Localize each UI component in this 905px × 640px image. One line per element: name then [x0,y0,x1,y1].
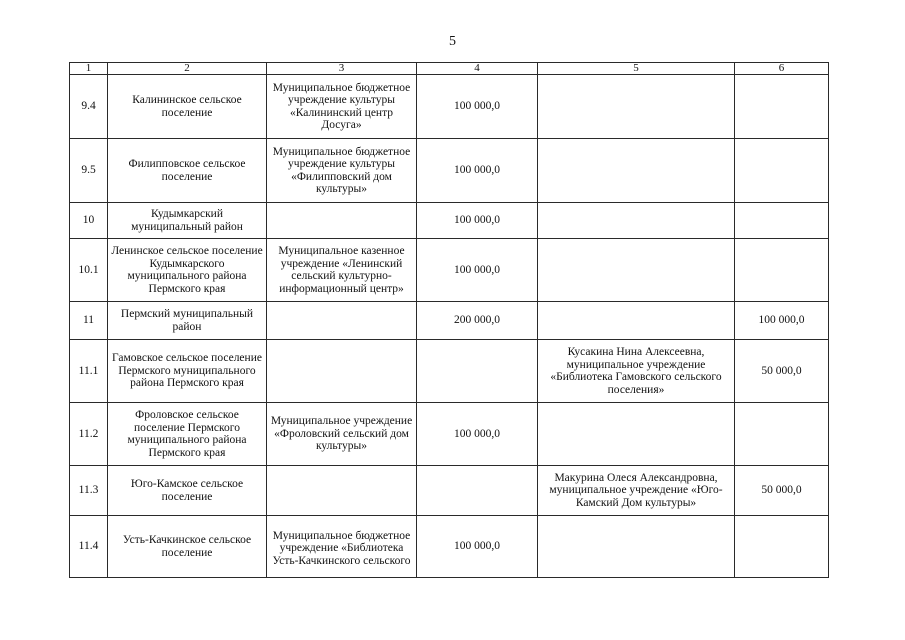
recipient-cell [538,302,735,340]
table-row [70,203,829,239]
row-number: 10.1 [70,239,108,302]
settlement-cell: Калининское сельское поселение [108,75,267,139]
row-number: 11.3 [70,466,108,516]
column-header: 1 [70,63,108,75]
recipient-cell [538,516,735,578]
amount2-cell [735,75,829,139]
institution-cell: Муниципальное бюджетное учреждение культуры «Калининский центр Досуга» [267,75,417,139]
column-header: 5 [538,63,735,75]
amount-cell: 200 000,0 [417,302,538,340]
amount-cell: 100 000,0 [417,403,538,466]
table-row [70,239,829,302]
column-header: 2 [108,63,267,75]
recipient-cell [538,139,735,203]
settlement-cell: Ленинское сельское поселение Кудымкарского муниципального района Пермского края [108,239,267,302]
amount2-cell [735,403,829,466]
table-row [70,302,829,340]
table-row [70,403,829,466]
amount-cell [417,340,538,403]
row-number: 11 [70,302,108,340]
amount2-cell: 100 000,0 [735,302,829,340]
institution-cell [267,466,417,516]
recipient-cell: Макурина Олеся Александровна, муниципальное учреждение «Юго-Камский Дом культуры» [538,466,735,516]
amount2-cell [735,203,829,239]
column-header: 6 [735,63,829,75]
settlement-cell: Пермский муниципальный район [108,302,267,340]
recipient-cell [538,75,735,139]
table-row [70,75,829,139]
row-number: 10 [70,203,108,239]
amount-cell: 100 000,0 [417,239,538,302]
table-row [70,516,829,578]
table-row [70,340,829,403]
table-header-row [70,63,829,75]
institution-cell [267,203,417,239]
recipient-cell: Кусакина Нина Алексеевна, муниципальное учреждение «Библиотека Гамовского сельского поселения» [538,340,735,403]
settlement-cell: Усть-Качкинское сельское поселение [108,516,267,578]
row-number: 11.2 [70,403,108,466]
institution-cell: Муниципальное бюджетное учреждение культуры «Филипповский дом культуры» [267,139,417,203]
column-header: 4 [417,63,538,75]
settlement-cell: Фроловское сельское поселение Пермского муниципального района Пермского края [108,403,267,466]
amount-cell: 100 000,0 [417,139,538,203]
amount-cell: 100 000,0 [417,203,538,239]
row-number: 11.4 [70,516,108,578]
table-row [70,139,829,203]
page-number: 5 [449,34,456,49]
amount-cell: 100 000,0 [417,516,538,578]
institution-cell [267,302,417,340]
settlement-cell: Гамовское сельское поселение Пермского муниципального района Пермского края [108,340,267,403]
institution-text: Муниципальное бюджетное учреждение «Библиотека Усть-Качкинского сельского [272,529,411,567]
recipient-cell [538,403,735,466]
institution-cell [267,340,417,403]
table-row [70,466,829,516]
amount2-cell: 50 000,0 [735,466,829,516]
amount2-cell [735,239,829,302]
institution-cell [267,516,417,578]
row-number: 9.5 [70,139,108,203]
recipient-cell [538,203,735,239]
row-number: 9.4 [70,75,108,139]
settlement-cell: Филипповское сельское поселение [108,139,267,203]
amount2-cell [735,139,829,203]
institution-cell: Муниципальное казенное учреждение «Ленинский сельский культурно-информационный центр» [267,239,417,302]
amount2-cell: 50 000,0 [735,340,829,403]
institution-cell: Муниципальное учреждение «Фроловский сельский дом культуры» [267,403,417,466]
recipient-cell [538,239,735,302]
amount-cell [417,466,538,516]
amount2-cell [735,516,829,578]
amount-cell: 100 000,0 [417,75,538,139]
column-header: 3 [267,63,417,75]
settlement-cell: Кудымкарский муниципальный район [108,203,267,239]
settlement-cell: Юго-Камское сельское поселение [108,466,267,516]
allocation-table [69,62,829,578]
row-number: 11.1 [70,340,108,403]
